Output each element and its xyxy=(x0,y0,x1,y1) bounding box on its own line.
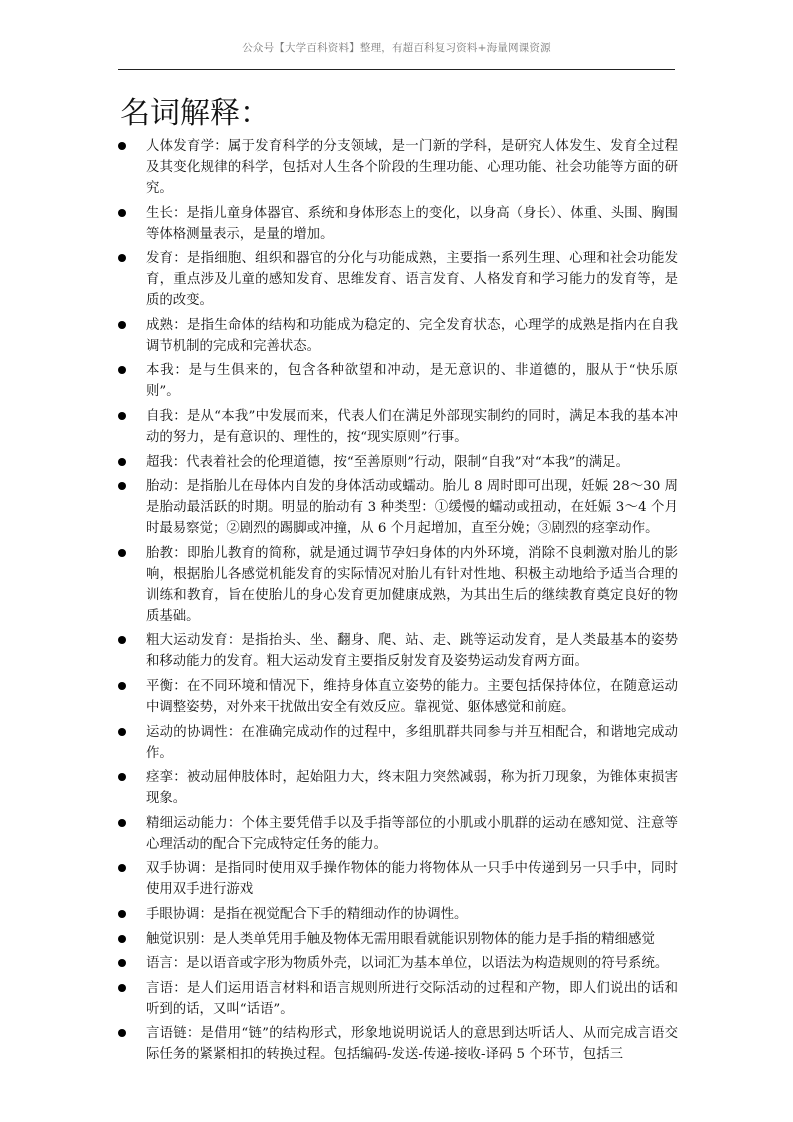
term-item xyxy=(118,203,678,245)
term-text: 粗大运动发育：是指抬头、坐、翻身、爬、站、走、跳等运动发育，是人类最基本的姿势和移动能力的发育。粗大运动发育主要指反射发育及姿势运动发育两方面。 xyxy=(146,633,678,670)
term-list xyxy=(118,136,678,1069)
term-item xyxy=(118,722,678,764)
term-item xyxy=(118,767,678,809)
term-item xyxy=(118,543,678,627)
header-rule xyxy=(118,69,675,70)
term-text: 运动的协调性：在准确完成动作的过程中，多组肌群共同参与并互相配合，和谐地完成动作。 xyxy=(146,724,678,761)
bullet-icon xyxy=(118,935,126,943)
bullet-icon xyxy=(118,819,126,827)
bullet-icon xyxy=(118,959,126,967)
page-title: 名词解释： xyxy=(120,96,270,131)
term-text: 言语：是人们运用语言材料和语言规则所进行交际活动的过程和产物，即人们说出的话和听到的话，又叫“话语”。 xyxy=(146,980,678,1017)
term-text: 胎动：是指胎儿在母体内自发的身体活动或蠕动。胎儿 8 周时即可出现，妊娠 28～30 周是胎动最活跃的时期。明显的胎动有 3 种类型：①缓慢的蠕动或扭动，在妊娠 3～4 个月时最易察觉；②剧烈的踢脚或冲撞，从 6 个月起增加，直至分娩；③剧烈的痉挛动作。 xyxy=(146,479,678,537)
term-item xyxy=(118,978,678,1020)
term-text: 手眼协调：是指在视觉配合下手的精细动作的协调性。 xyxy=(146,906,468,922)
bullet-icon xyxy=(118,728,126,736)
term-text: 自我：是从“本我”中发展而来，代表人们在满足外部现实制约的同时，满足本我的基本冲动的努力，是有意识的、理性的，按“现实原则”行事。 xyxy=(146,408,678,445)
term-text: 言语链：是借用“链”的结构形式，形象地说明说话人的意思到达听话人、从而完成言语交际任务的紧紧相扣的转换过程。包括编码-发送-传递-接收-译码 5 个环节，包括三 xyxy=(146,1026,678,1063)
term-text: 痉挛：被动屈伸肢体时，起始阻力大，终末阻力突然减弱，称为折刀现象，为锥体束损害现象。 xyxy=(146,770,678,807)
bullet-icon xyxy=(118,458,126,466)
term-item xyxy=(118,248,678,311)
term-text: 触觉识别：是人类单凭用手触及物体无需用眼看就能识别物体的能力是手指的精细感觉 xyxy=(146,931,655,947)
bullet-icon xyxy=(118,636,126,644)
term-text: 平衡：在不同环境和情况下，维持身体直立姿势的能力。主要包括保持体位，在随意运动中调整姿势，对外来干扰做出安全有效反应。靠视觉、躯体感觉和前庭。 xyxy=(146,678,678,715)
term-item xyxy=(118,904,678,925)
term-item xyxy=(118,476,678,539)
bullet-icon xyxy=(118,1029,126,1037)
term-item xyxy=(118,813,678,855)
bullet-icon xyxy=(118,412,126,420)
bullet-icon xyxy=(118,864,126,872)
term-text: 超我：代表着社会的伦理道德，按“至善原则”行动，限制“自我”对“本我”的满足。 xyxy=(146,454,629,470)
term-item xyxy=(118,953,678,974)
term-text: 胎教：即胎儿教育的简称，就是通过调节孕妇身体的内外环境，消除不良刺激对胎儿的影响，根据胎儿各感觉机能发育的实际情况对胎儿有针对性地、积极主动地给予适当合理的训练和教育，旨在使胎儿的身心发育更加健康成熟，为其出生后的继续教育奠定良好的物质基础。 xyxy=(146,545,678,624)
term-item xyxy=(118,858,678,900)
bullet-icon xyxy=(118,366,126,374)
bullet-icon xyxy=(118,209,126,217)
term-item xyxy=(118,406,678,448)
term-text: 成熟：是指生命体的结构和功能成为稳定的、完全发育状态，心理学的成熟是指内在自我调节机制的完成和完善状态。 xyxy=(146,317,678,354)
bullet-icon xyxy=(118,773,126,781)
term-item xyxy=(118,676,678,718)
term-item xyxy=(118,630,678,672)
term-item xyxy=(118,315,678,357)
bullet-icon xyxy=(118,984,126,992)
term-item xyxy=(118,360,678,402)
bullet-icon xyxy=(118,142,126,150)
term-text: 本我：是与生俱来的，包含各种欲望和冲动，是无意识的、非道德的，服从于“快乐原则”。 xyxy=(146,363,678,400)
bullet-icon xyxy=(118,321,126,329)
term-text: 发育：是指细胞、组织和器官的分化与功能成熟，主要指一系列生理、心理和社会功能发育，重点涉及儿童的感知发育、思维发育、语言发育、人格发育和学习能力的发育等，是质的改变。 xyxy=(146,251,678,309)
bullet-icon xyxy=(118,254,126,262)
term-text: 语言：是以语音或字形为物质外壳，以词汇为基本单位，以语法为构造规则的符号系统。 xyxy=(146,956,669,972)
term-text: 精细运动能力：个体主要凭借手以及手指等部位的小肌或小肌群的运动在感知觉、注意等心理活动的配合下完成特定任务的能力。 xyxy=(146,815,678,852)
bullet-icon xyxy=(118,910,126,918)
term-item xyxy=(118,929,678,950)
bullet-icon xyxy=(118,482,126,490)
page-header: 公众号【大学百科资料】整理，有超百科复习资料+海量网课资源 xyxy=(242,42,551,54)
term-text: 生长：是指儿童身体器官、系统和身体形态上的变化，以身高（身长）、体重、头围、胸围等体格测量表示，是量的增加。 xyxy=(146,205,678,242)
term-item xyxy=(118,136,678,199)
term-text: 双手协调：是指同时使用双手操作物体的能力将物体从一只手中传递到另一只手中，同时使用双手进行游戏 xyxy=(146,861,678,898)
term-item xyxy=(118,1023,678,1065)
term-text: 人体发育学：属于发育科学的分支领域，是一门新的学科，是研究人体发生、发育全过程及其变化规律的科学，包括对人生各个阶段的生理功能、心理功能、社会功能等方面的研究。 xyxy=(146,139,678,196)
term-item xyxy=(118,452,678,473)
bullet-icon xyxy=(118,682,126,690)
bullet-icon xyxy=(118,549,126,557)
